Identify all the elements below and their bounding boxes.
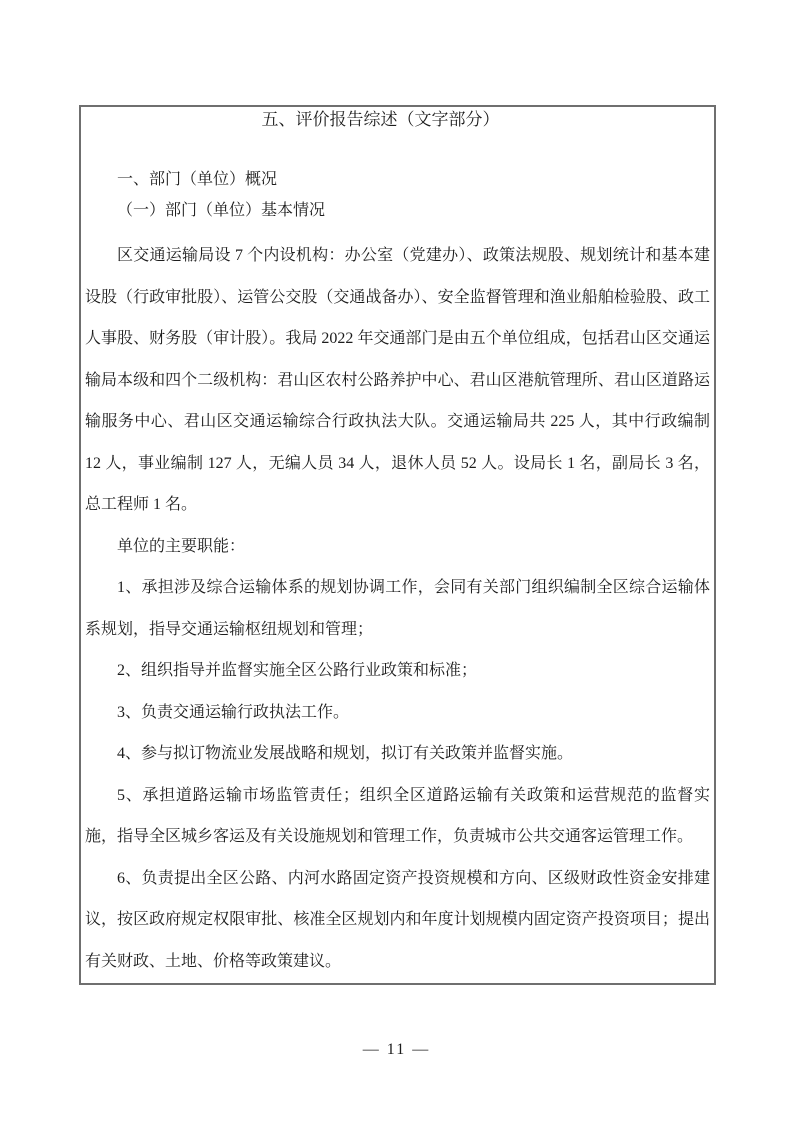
report-border-box: [79, 105, 716, 985]
paragraph-function-1: 1、承担涉及综合运输体系的规划协调工作，会同有关部门组织编制全区综合运输体系规划，指导交通运输枢纽规划和管理；: [85, 579, 710, 638]
paragraph-function-5: 5、承担道路运输市场监管责任；组织全区道路运输有关政策和运营规范的监督实施，指导全区城乡客运及有关设施规划和管理工作，负责城市公共交通客运管理工作。: [85, 786, 710, 845]
paragraph-function-3: 3、负责交通运输行政执法工作。: [117, 703, 350, 721]
subsection-heading-basic-info: （一）部门（单位）基本情况: [117, 202, 326, 219]
paragraph-basic-info: 区交通运输局设 7 个内设机构：办公室（党建办）、政策法规股、规划统计和基本建设股（行政审批股）、运管公交股（交通战备办）、安全监督管理和渔业船舶检验股、政工人事股、财务股（审计股）。我局 2022 年交通部门是由五个单位组成，包括君山区交通运输局本级和四个二级机构：君山区农村公路养护中心、君山区港航管理所、君山区道路运输服务中心、君山区交通运输综合行政执法大队。交通运输局共 225 人，其中行政编制 12 人，事业编制 127 人，无编人员 34 人，退休人员 52 人。设局长 1 名，副局长 3 名，总工程师 1 名。: [85, 247, 710, 513]
paragraph-function-2: 2、组织指导并监督实施全区公路行业政策和标准；: [117, 662, 478, 679]
paragraph-main-functions-intro: 单位的主要职能：: [117, 537, 246, 555]
report-title: 五、评价报告综述（文字部分）: [261, 110, 500, 129]
paragraph-function-6: 6、负责提出全区公路、内河水路固定资产投资规模和方向、区级财政性资金安排建议，按区政府规定权限审批、核准全区规划内和年度计划规模内固定资产投资项目；提出有关财政、土地、价格等政策建议。: [85, 869, 710, 970]
section-heading-department-overview: 一、部门（单位）概况: [117, 171, 278, 188]
paragraph-function-4: 4、参与拟订物流业发展战略和规划，拟订有关政策并监督实施。: [117, 745, 574, 762]
page-number: — 11 —: [362, 1041, 431, 1058]
report-body: [85, 235, 710, 982]
